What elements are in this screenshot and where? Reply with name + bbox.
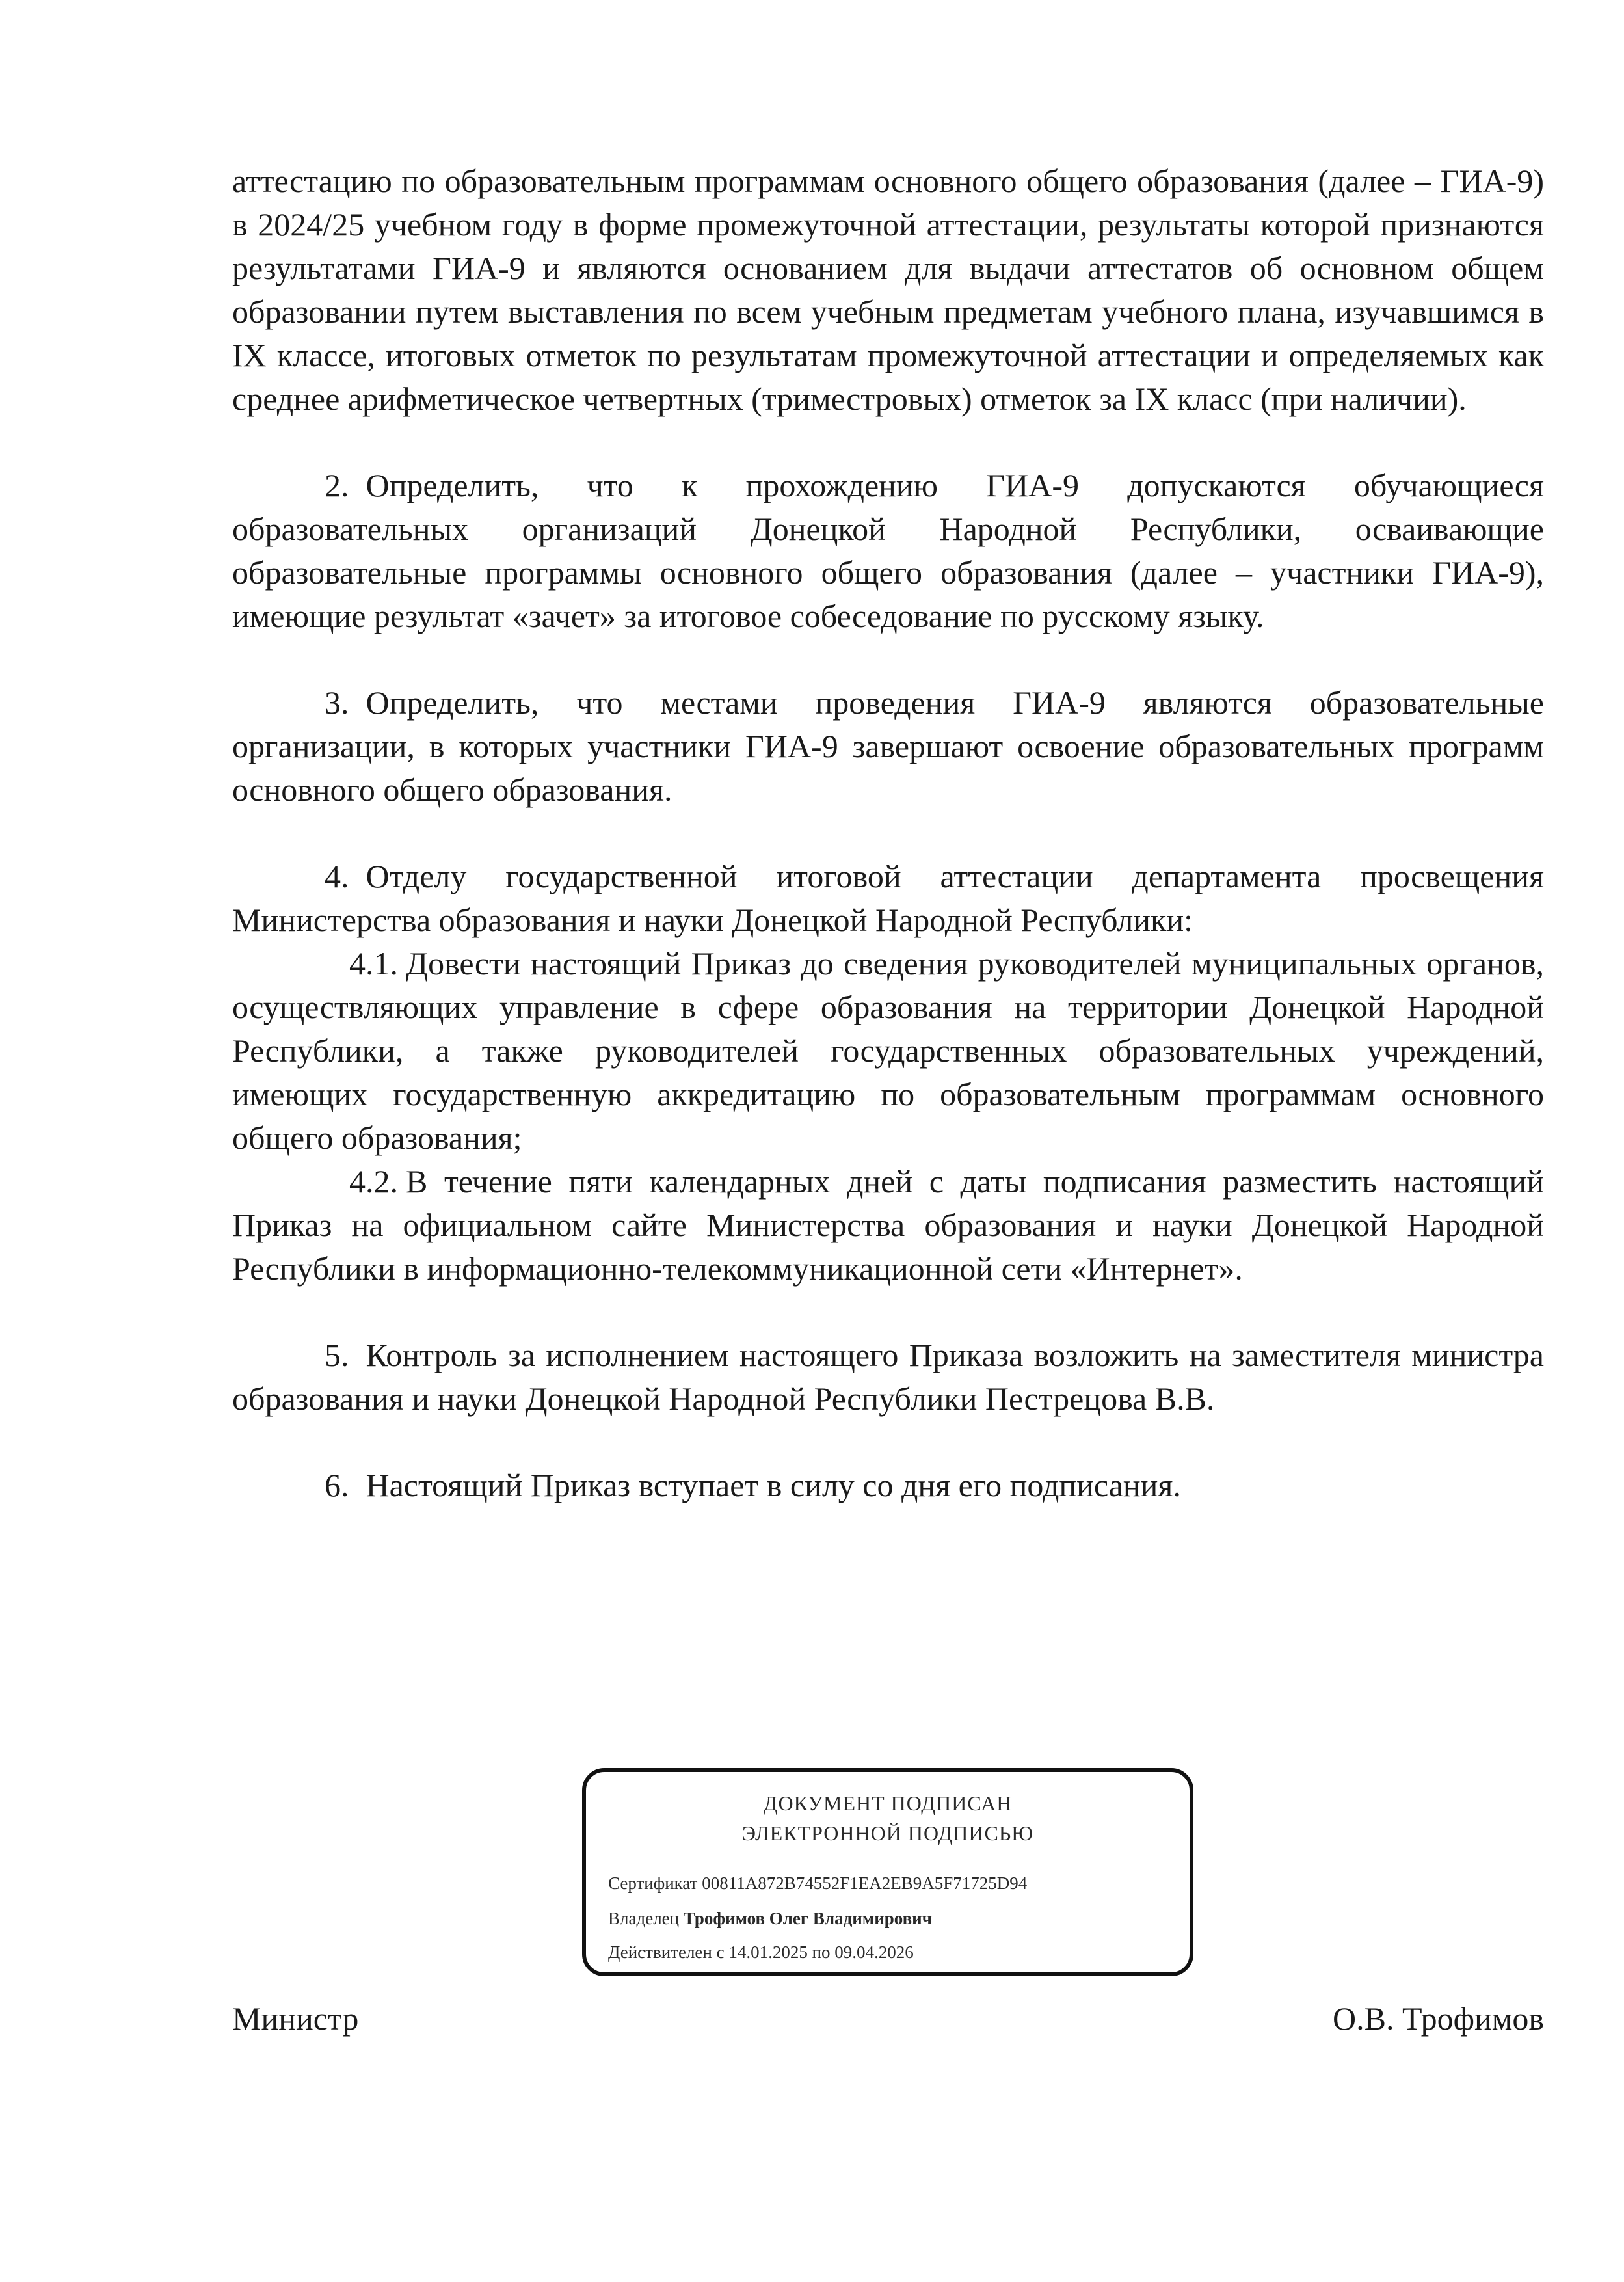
signatory-name: О.В. Трофимов xyxy=(1333,2000,1544,2037)
item-text: Определить, что к прохождению ГИА-9 допускаются обучающиеся образовательных организаций Донецкой Народной Республики, осваивающие образовательные программы основного общего образования (далее – участники ГИА-9), имеющие результат «зачет» за итоговое собеседование по русскому языку. xyxy=(232,467,1544,634)
subitem-number: 4.1. xyxy=(349,945,398,982)
subitem-4-2 xyxy=(232,1160,1544,1291)
item-text: Контроль за исполнением настоящего Приказа возложить на заместителя министра образования и науки Донецкой Народной Республики Пестрецова В.В. xyxy=(232,1337,1544,1417)
stamp-owner-row xyxy=(608,1906,932,1931)
certificate-value: 00811A872B74552F1EA2EB9A5F71725D94 xyxy=(702,1873,1028,1893)
owner-value: Трофимов Олег Владимирович xyxy=(683,1909,932,1928)
signatory-position: Министр xyxy=(232,2000,359,2037)
item-4 xyxy=(232,855,1544,942)
stamp-title-line1: ДОКУМЕНТ ПОДПИСАН xyxy=(763,1792,1013,1815)
item-text: Определить, что местами проведения ГИА-9 являются образовательные организации, в которых участники ГИА-9 завершают освоение образовательных программ основного общего образования. xyxy=(232,684,1544,808)
subitem-number: 4.2. xyxy=(349,1163,398,1200)
item-text: Настоящий Приказ вступает в силу со дня его подписания. xyxy=(366,1467,1181,1503)
stamp-certificate-row xyxy=(608,1871,1027,1896)
electronic-signature-stamp xyxy=(582,1768,1193,1976)
item-number: 5. xyxy=(325,1337,349,1373)
item-number: 4. xyxy=(325,858,349,894)
valid-to-label: по xyxy=(812,1942,831,1962)
item-number: 3. xyxy=(325,684,349,721)
certificate-label: Сертификат xyxy=(608,1873,698,1893)
intro-paragraph: аттестацию по образовательным программам основного общего образования (далее – ГИА-9) в 2024/25 учебном году в форме промежуточной аттестации, результаты которой признаются результатами ГИА-9 и являются основанием для выдачи аттестатов об основном общем образовании путем выставления по всем учебным предметам учебного плана, изучавшимся в IX классе, итоговых отметок по результатам промежуточной аттестации и определяемых как среднее арифметическое четвертных (триместровых) отметок за IX класс (при наличии). xyxy=(232,163,1544,417)
valid-from: 14.01.2025 xyxy=(728,1942,808,1962)
subitem-4-1 xyxy=(232,942,1544,1160)
item-3 xyxy=(232,681,1544,812)
item-text: Отделу государственной итоговой аттестации департамента просвещения Министерства образования и науки Донецкой Народной Республики: xyxy=(232,858,1544,938)
item-number: 6. xyxy=(325,1467,349,1503)
item-number: 2. xyxy=(325,467,349,503)
stamp-validity-row xyxy=(608,1940,914,1965)
valid-label: Действителен с xyxy=(608,1942,725,1962)
valid-to: 09.04.2026 xyxy=(834,1942,914,1962)
document-body xyxy=(232,159,1544,1507)
stamp-title-line2: ЭЛЕКТРОННОЙ ПОДПИСЬЮ xyxy=(741,1821,1034,1845)
item-6 xyxy=(232,1464,1544,1507)
subitem-text: В течение пяти календарных дней с даты подписания разместить настоящий Приказ на официальном сайте Министерства образования и науки Донецкой Народной Республики в информационно-телекоммуникационной сети «Интернет». xyxy=(232,1163,1544,1287)
item-5 xyxy=(232,1334,1544,1421)
owner-label: Владелец xyxy=(608,1909,680,1928)
item-2 xyxy=(232,464,1544,638)
subitem-text: Довести настоящий Приказ до сведения руководителей муниципальных органов, осуществляющих управление в сфере образования на территории Донецкой Народной Республики, а также руководителей государственных образовательных учреждений, имеющих государственную аккредитацию по образовательным программам основного общего образования; xyxy=(232,945,1544,1156)
